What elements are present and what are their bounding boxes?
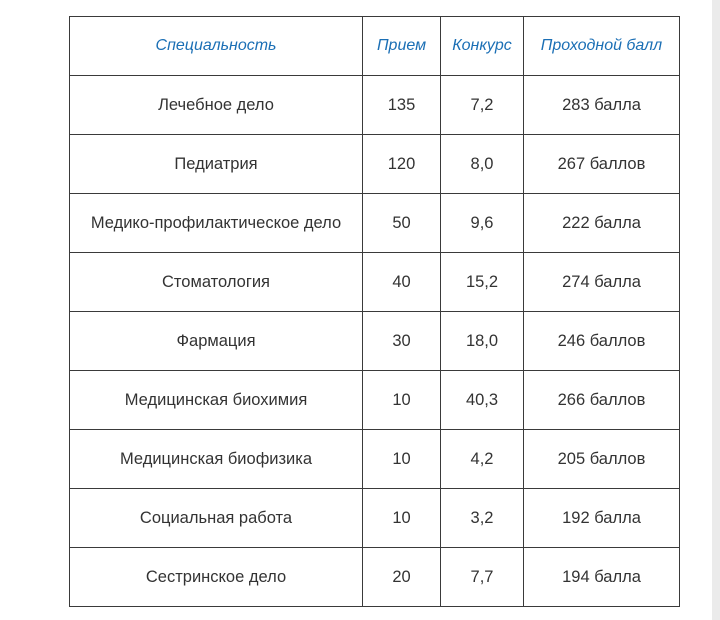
cell-admission: 20 <box>363 548 441 607</box>
cell-passing-score: 246 баллов <box>524 312 680 371</box>
cell-admission: 40 <box>363 253 441 312</box>
cell-passing-score: 267 баллов <box>524 135 680 194</box>
cell-specialty: Лечебное дело <box>70 76 363 135</box>
table-row <box>70 76 680 135</box>
page-edge-gutter <box>712 0 720 620</box>
cell-admission: 10 <box>363 489 441 548</box>
header-competition: Конкурс <box>441 17 524 76</box>
cell-admission: 120 <box>363 135 441 194</box>
cell-admission: 50 <box>363 194 441 253</box>
cell-specialty: Медицинская биохимия <box>70 371 363 430</box>
header-specialty: Специальность <box>70 17 363 76</box>
cell-competition: 9,6 <box>441 194 524 253</box>
table-row <box>70 312 680 371</box>
table-row <box>70 135 680 194</box>
cell-specialty: Педиатрия <box>70 135 363 194</box>
cell-specialty: Стоматология <box>70 253 363 312</box>
header-admission: Прием <box>363 17 441 76</box>
cell-admission: 135 <box>363 76 441 135</box>
table-row <box>70 194 680 253</box>
cell-passing-score: 222 балла <box>524 194 680 253</box>
cell-passing-score: 274 балла <box>524 253 680 312</box>
admissions-table <box>69 16 680 607</box>
cell-admission: 10 <box>363 430 441 489</box>
cell-passing-score: 194 балла <box>524 548 680 607</box>
cell-admission: 30 <box>363 312 441 371</box>
cell-passing-score: 266 баллов <box>524 371 680 430</box>
cell-admission: 10 <box>363 371 441 430</box>
table-row <box>70 489 680 548</box>
cell-specialty: Сестринское дело <box>70 548 363 607</box>
table-row <box>70 371 680 430</box>
table-row <box>70 430 680 489</box>
cell-competition: 18,0 <box>441 312 524 371</box>
cell-passing-score: 192 балла <box>524 489 680 548</box>
cell-competition: 8,0 <box>441 135 524 194</box>
table-header-row <box>70 17 680 76</box>
admissions-table-container <box>69 16 679 607</box>
cell-specialty: Социальная работа <box>70 489 363 548</box>
cell-competition: 3,2 <box>441 489 524 548</box>
table-row <box>70 548 680 607</box>
cell-specialty: Медицинская биофизика <box>70 430 363 489</box>
cell-competition: 40,3 <box>441 371 524 430</box>
cell-competition: 4,2 <box>441 430 524 489</box>
cell-specialty: Фармация <box>70 312 363 371</box>
cell-passing-score: 283 балла <box>524 76 680 135</box>
header-passing-score: Проходной балл <box>524 17 680 76</box>
table-row <box>70 253 680 312</box>
cell-specialty: Медико-профилактическое дело <box>70 194 363 253</box>
cell-passing-score: 205 баллов <box>524 430 680 489</box>
cell-competition: 7,2 <box>441 76 524 135</box>
cell-competition: 7,7 <box>441 548 524 607</box>
cell-competition: 15,2 <box>441 253 524 312</box>
